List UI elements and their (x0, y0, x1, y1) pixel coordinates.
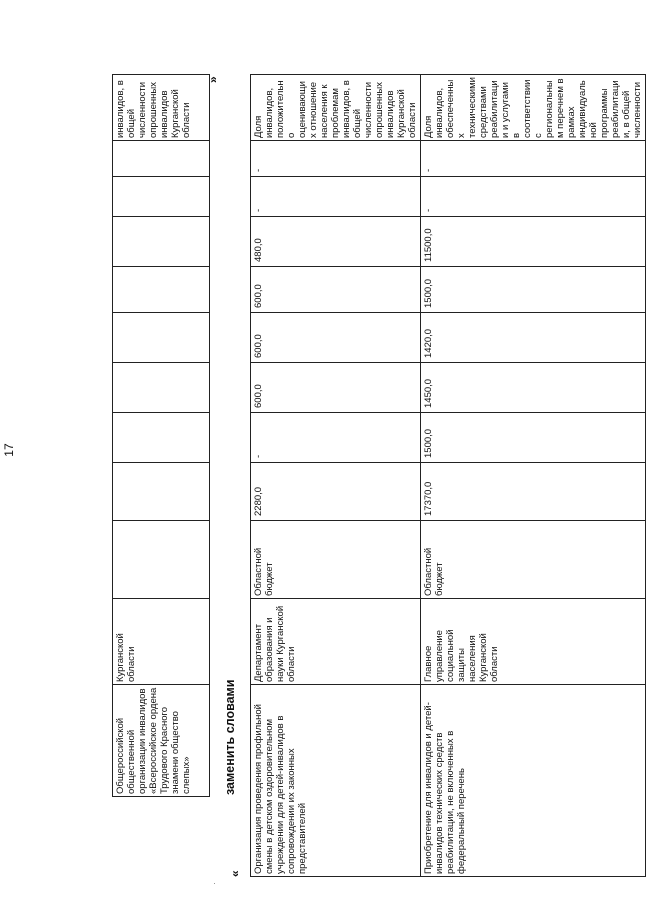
table-cell (113, 217, 210, 267)
table-row (251, 75, 421, 877)
table-cell: Общероссийской общественной организации инвалидов «Всероссийское ордена Трудового Красного знамени общество слепых» (113, 685, 210, 797)
replace-instruction: заменить словами (223, 679, 237, 795)
year-cell: 1450,0 (421, 363, 646, 413)
year-cell: 1500,0 (421, 267, 646, 313)
executor-cell: Департамент образования и науки Курганской области (251, 599, 421, 685)
year-cell: - (251, 177, 421, 217)
year-cell: 1500,0 (421, 413, 646, 463)
page-number: 17 (2, 443, 16, 457)
year-cell: - (421, 141, 646, 177)
table-row (421, 75, 646, 877)
year-cell: 600,0 (251, 267, 421, 313)
year-cell: - (421, 177, 646, 217)
source-cell: Областной бюджет (251, 521, 421, 599)
year-cell: 11500,0 (421, 217, 646, 267)
year-cell: 600,0 (251, 313, 421, 363)
year-cell: 1420,0 (421, 313, 646, 363)
measure-cell: Приобретение для инвалидов и детей-инвалидов технических средств реабилитации, не включенных в федеральный перечень (421, 685, 646, 877)
executor-cell: Главное управление социальной защиты населения Курганской области (421, 599, 646, 685)
measure-cell: Организация проведения профильной смены в детском оздоровительном учреждении для детей-инвалидов в сопровождении их законных представителей (251, 685, 421, 877)
year-cell: 600,0 (251, 363, 421, 413)
total-cell: 2280,0 (251, 463, 421, 521)
total-cell: 17370,0 (421, 463, 646, 521)
table-row (113, 75, 210, 797)
year-cell: 480,0 (251, 217, 421, 267)
table-cell (113, 413, 210, 463)
table-cell: Курганской области (113, 599, 210, 685)
table-fragment-top (112, 74, 210, 797)
indicator-cell: Доля инвалидов, положительно оценивающих отношение населения к проблемам инвалидов, в общей численности опрошенных инвалидов Курганской области (251, 75, 421, 141)
opening-quote: « (228, 870, 242, 877)
indicator-cell: Доля инвалидов, обеспеченных техническими средствами реабилитации и услугами в соответствии с региональным перечнем в рамках индивидуальной программы реабилитации, в общей численности (421, 75, 646, 141)
table-cell (113, 463, 210, 521)
table-cell (113, 141, 210, 177)
table-fragment-replacement (250, 74, 646, 877)
table-cell: инвалидов, в общей численности опрошенных инвалидов Курганской области (113, 75, 210, 141)
year-cell: - (251, 141, 421, 177)
year-cell: - (251, 413, 421, 463)
table-cell (113, 363, 210, 413)
table-cell (113, 267, 210, 313)
table-cell (113, 313, 210, 363)
closing-quote: » (206, 76, 220, 83)
table-cell (113, 177, 210, 217)
table-cell (113, 521, 210, 599)
source-cell: Областной бюджет (421, 521, 646, 599)
footer-mark: · (209, 882, 219, 885)
